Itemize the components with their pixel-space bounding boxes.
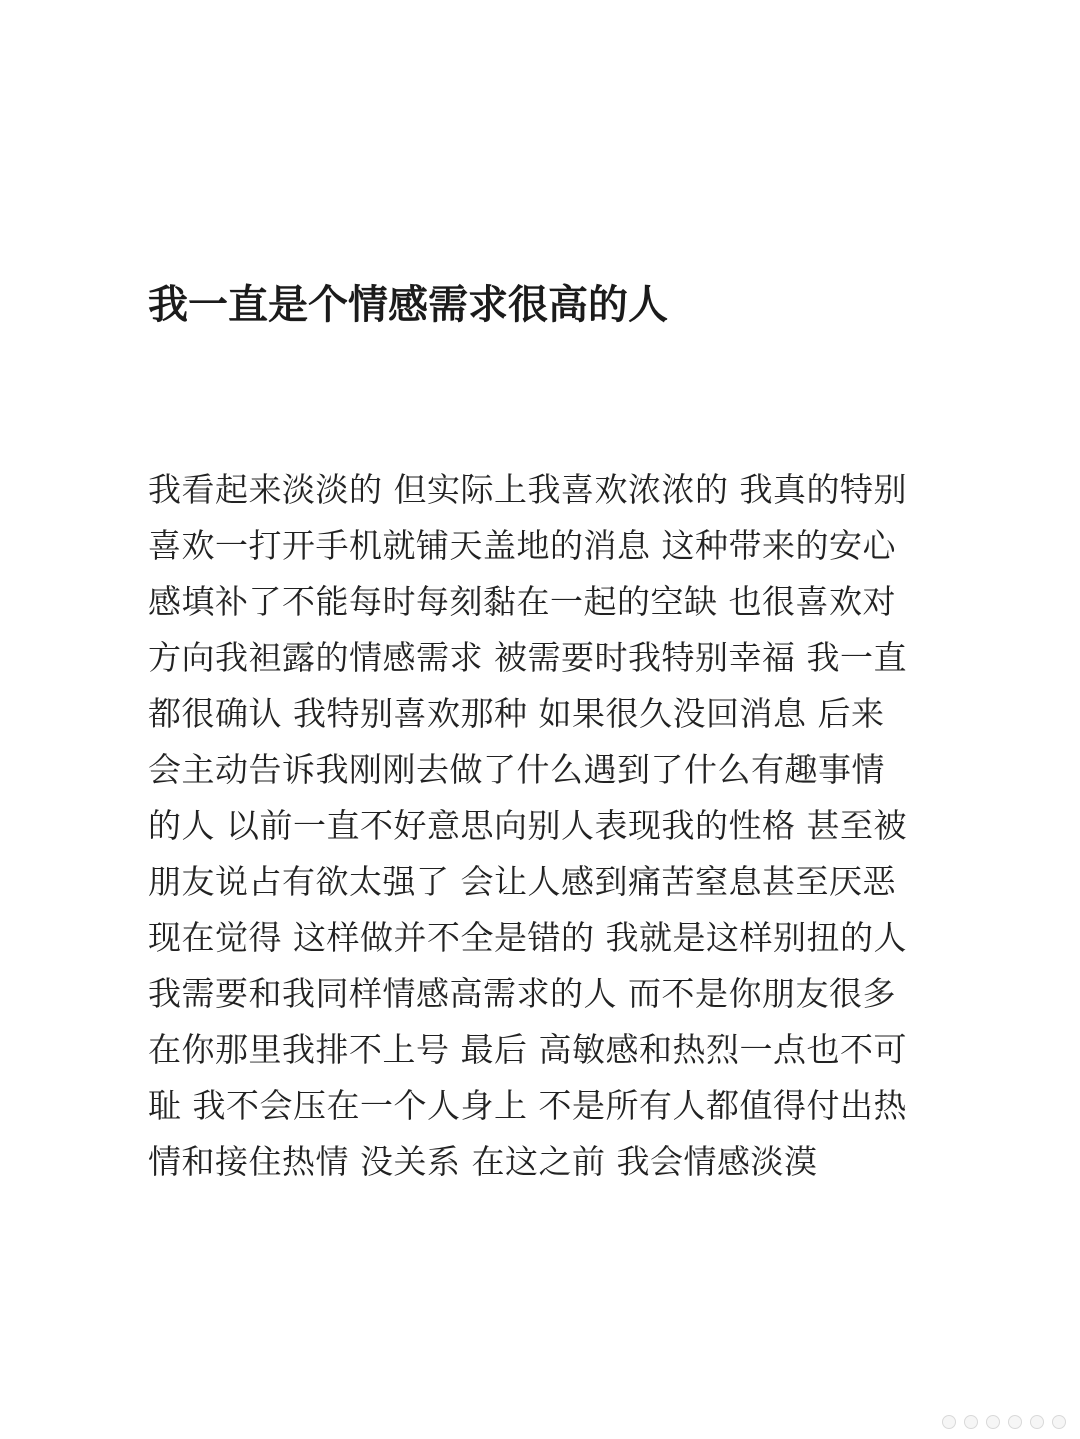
watermark-dot: [942, 1415, 956, 1429]
body-line: 朋友说占有欲太强了 会让人感到痛苦窒息甚至厌恶: [148, 862, 896, 901]
body-line: 方向我袒露的情感需求 被需要时我特别幸福 我一直: [148, 638, 907, 677]
watermark-dot: [964, 1415, 978, 1429]
watermark-dot: [986, 1415, 1000, 1429]
post-title: 我一直是个情感需求很高的人: [148, 282, 668, 328]
body-line: 感填补了不能每时每刻黏在一起的空缺 也很喜欢对: [148, 582, 896, 621]
body-line: 都很确认 我特别喜欢那种 如果很久没回消息 后来: [148, 694, 885, 733]
body-line: 的人 以前一直不好意思向别人表现我的性格 甚至被: [148, 806, 907, 845]
watermark-dot: [1052, 1415, 1066, 1429]
post-body: [148, 462, 938, 1190]
body-line: 耻 我不会压在一个人身上 不是所有人都值得付出热: [148, 1086, 907, 1125]
body-line: 会主动告诉我刚刚去做了什么遇到了什么有趣事情: [148, 750, 885, 789]
body-line: 喜欢一打开手机就铺天盖地的消息 这种带来的安心: [148, 526, 896, 565]
dots-watermark-icon: [942, 1415, 1066, 1429]
body-line: 我需要和我同样情感高需求的人 而不是你朋友很多: [148, 974, 896, 1013]
body-line: 情和接住热情 没关系 在这之前 我会情感淡漠: [148, 1142, 818, 1181]
body-line: 我看起来淡淡的 但实际上我喜欢浓浓的 我真的特别: [148, 470, 907, 509]
watermark-dot: [1030, 1415, 1044, 1429]
body-line: 现在觉得 这样做并不全是错的 我就是这样别扭的人: [148, 918, 907, 957]
body-line: 在你那里我排不上号 最后 高敏感和热烈一点也不可: [148, 1030, 907, 1069]
watermark-dot: [1008, 1415, 1022, 1429]
